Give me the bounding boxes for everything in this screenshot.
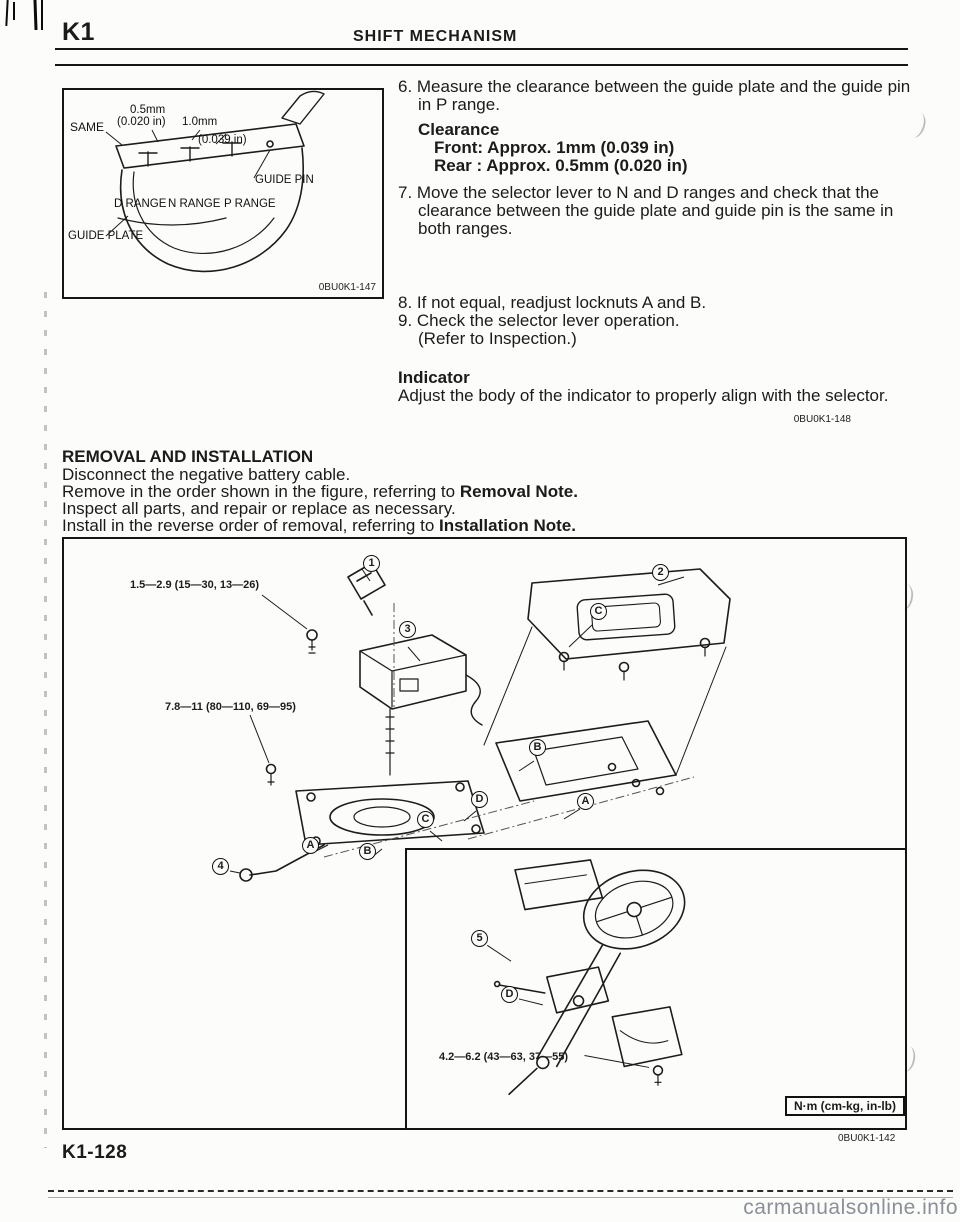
label-dim-05mm: 0.5mm xyxy=(130,104,166,116)
callout-c: C xyxy=(417,811,434,828)
removal-line-4-text: Install in the reverse order of removal, referring to xyxy=(62,516,439,535)
removal-section xyxy=(62,448,782,534)
removal-note-ref: Removal Note. xyxy=(459,482,578,501)
callout-5: 5 xyxy=(471,930,488,947)
callout-2: 2 xyxy=(652,564,669,581)
indicator-heading: Indicator xyxy=(398,368,470,387)
callout-3: 3 xyxy=(399,621,416,638)
callout-b: B xyxy=(359,843,376,860)
callout-d: D xyxy=(471,791,488,808)
removal-line-2 xyxy=(62,483,782,500)
figure-code: 0BU0K1-142 xyxy=(838,1133,896,1144)
removal-line-1: Disconnect the negative battery cable. xyxy=(62,465,351,484)
procedure-step-8: 8. If not equal, readjust locknuts A and B. xyxy=(398,293,707,312)
torque-label-housing: 7.8—11 (80—110, 69—95) xyxy=(165,701,296,713)
procedure-column xyxy=(398,78,913,429)
label-d-range: D RANGE xyxy=(114,198,167,210)
callout-1: 1 xyxy=(363,555,380,572)
steering-column-panel xyxy=(405,848,907,1130)
torque-label-knob: 1.5—2.9 (15—30, 13—26) xyxy=(130,579,260,591)
header-rule-2 xyxy=(55,64,908,66)
procedure-step-9: 9. Check the selector lever operation. xyxy=(398,311,680,330)
clearance-block xyxy=(418,121,913,175)
scan-artifact-margin xyxy=(44,292,47,1148)
scan-artifact xyxy=(5,0,8,26)
label-guide-pin: GUIDE PIN xyxy=(255,174,314,186)
clearance-rear: Rear : Approx. 0.5mm (0.020 in) xyxy=(434,156,688,175)
label-dim-05mm-in: (0.020 in) xyxy=(117,116,166,128)
scan-artifact xyxy=(33,0,37,30)
removal-line-4 xyxy=(62,517,782,534)
figure-code: 0BU0K1-147 xyxy=(318,282,376,293)
label-dim-10mm-in: (0.039 in) xyxy=(198,134,247,146)
scan-artifact xyxy=(41,0,43,30)
label-p-range: P RANGE xyxy=(224,198,276,210)
removal-heading: REMOVAL AND INSTALLATION xyxy=(62,447,314,466)
scan-artifact xyxy=(13,2,15,20)
procedure-step-7: 7. Move the selector lever to N and D ranges and check that the clearance between the guide plate and guide pin is the same in both ranges. xyxy=(398,183,894,238)
header-rule xyxy=(55,48,908,50)
watermark: carmanualsonline.info xyxy=(743,1196,958,1219)
bottom-rule xyxy=(48,1190,953,1192)
guide-plate-diagram xyxy=(64,90,378,293)
callout-a: A xyxy=(577,793,594,810)
callout-d: D xyxy=(501,986,518,1003)
page-number: K1-128 xyxy=(62,1142,128,1163)
indicator-text: Adjust the body of the indicator to properly align with the selector. xyxy=(398,386,889,405)
removal-line-3: Inspect all parts, and repair or replace as necessary. xyxy=(62,499,456,518)
label-guide-plate: GUIDE PLATE xyxy=(68,230,144,242)
label-same: SAME xyxy=(70,120,105,134)
procedure-step-6: 6. Measure the clearance between the guide plate and the guide pin in P range. xyxy=(398,77,911,114)
clearance-heading: Clearance xyxy=(418,120,500,139)
label-n-range: N RANGE xyxy=(168,198,221,210)
removal-line-2-text: Remove in the order shown in the figure, referring to xyxy=(62,482,460,501)
steering-column-diagram xyxy=(407,850,905,1128)
figure-exploded-view xyxy=(62,537,907,1130)
callout-a: A xyxy=(302,837,319,854)
installation-note-ref: Installation Note. xyxy=(439,516,576,535)
callout-b: B xyxy=(529,739,546,756)
page-title: SHIFT MECHANISM xyxy=(353,28,518,45)
clearance-front: Front: Approx. 1mm (0.039 in) xyxy=(434,138,675,157)
procedure-step-9-ref: (Refer to Inspection.) xyxy=(418,329,577,348)
section-code: K1 xyxy=(62,18,95,46)
figure-guide-plate xyxy=(62,88,384,299)
label-dim-10mm: 1.0mm xyxy=(182,116,218,128)
callout-4: 4 xyxy=(212,858,229,875)
torque-units-box: N·m (cm-kg, in-lb) xyxy=(785,1096,905,1116)
torque-label-column: 4.2—6.2 (43—63, 37—55) xyxy=(439,1051,569,1063)
callout-c: C xyxy=(590,603,607,620)
figure-code: 0BU0K1-148 xyxy=(793,414,851,425)
